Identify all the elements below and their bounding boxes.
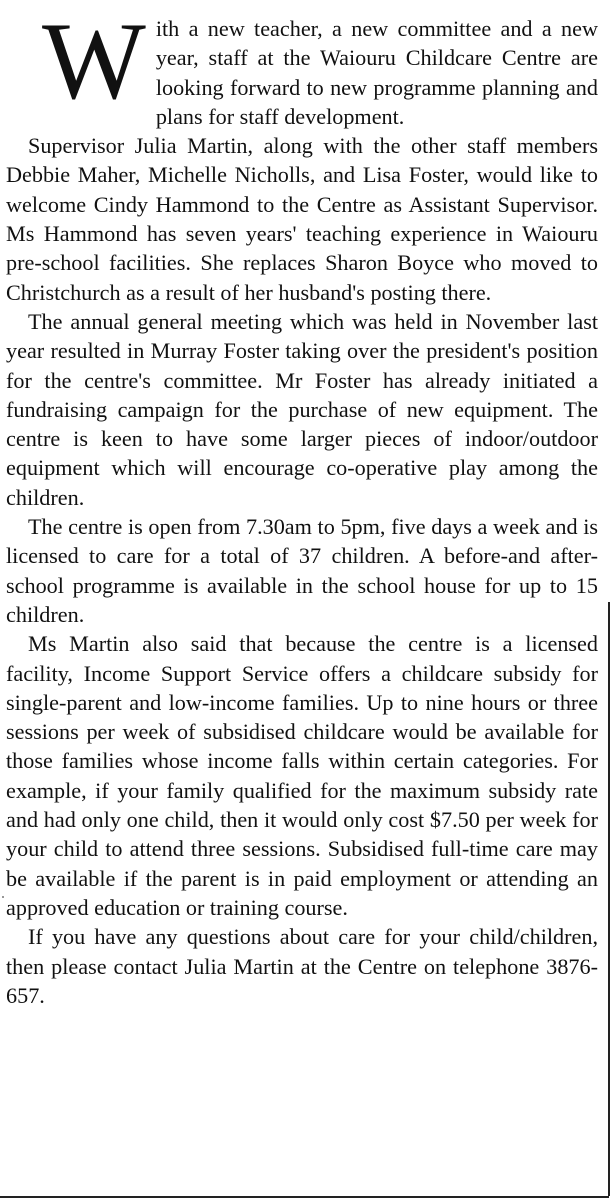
paragraph-subsidy: Ms Martin also said that because the centre is a licensed facility, Income Support Service offers a childcare subsidy for single-parent and low-income families. Up to nine hours or three sessions per week of subsidised childcare would be available for those families whose income falls within certain categories. For example, if your family qualified for the maximum subsidy rate and had only one child, then it would only cost $7.50 per week for your child to attend three sessions. Subsidised full-time care may be available if the parent is in paid employment or attending an approved education or training course. — [6, 631, 598, 920]
drop-cap: W — [42, 0, 146, 122]
paragraph-contact: If you have any questions about care for your child/children, then please contact Julia Martin at the Centre on telephone 3876-657. — [6, 924, 598, 1008]
paragraph-intro — [6, 0, 598, 131]
article-body — [6, 0, 598, 1010]
column-rule-right — [608, 602, 610, 1196]
paragraph-agm: The annual general meeting which was held in November last year resulted in Murray Foster taking over the president's position for the centre's committee. Mr Foster has already initiated a fundraising campaign for the purchase of new equipment. The centre is keen to have some larger pieces of indoor/outdoor equipment which will encourage co-operative play among the children. — [6, 308, 598, 510]
column-rule-bottom — [0, 1196, 609, 1198]
paragraph-intro-text: ith a new teacher, a new committee and a new year, staff at the Waiouru Childcare Centre are looking forward to new programme planning and plans for staff development. — [155, 16, 598, 129]
paragraph-staff: Supervisor Julia Martin, along with the other staff members Debbie Maher, Michelle Nicholls, and Lisa Foster, would like to welcome Cindy Hammond to the Centre as Assistant Supervisor. Ms Hammond has seven years' teaching experience in Waiouru pre-school facilities. She replaces Sharon Boyce who moved to Christchurch as a result of her husband's posting there. — [6, 133, 598, 305]
scan-speck — [2, 896, 4, 898]
paragraph-hours: The centre is open from 7.30am to 5pm, five days a week and is licensed to care for a total of 37 children. A before-and after-school programme is available in the school house for up to 15 children. — [6, 514, 598, 627]
